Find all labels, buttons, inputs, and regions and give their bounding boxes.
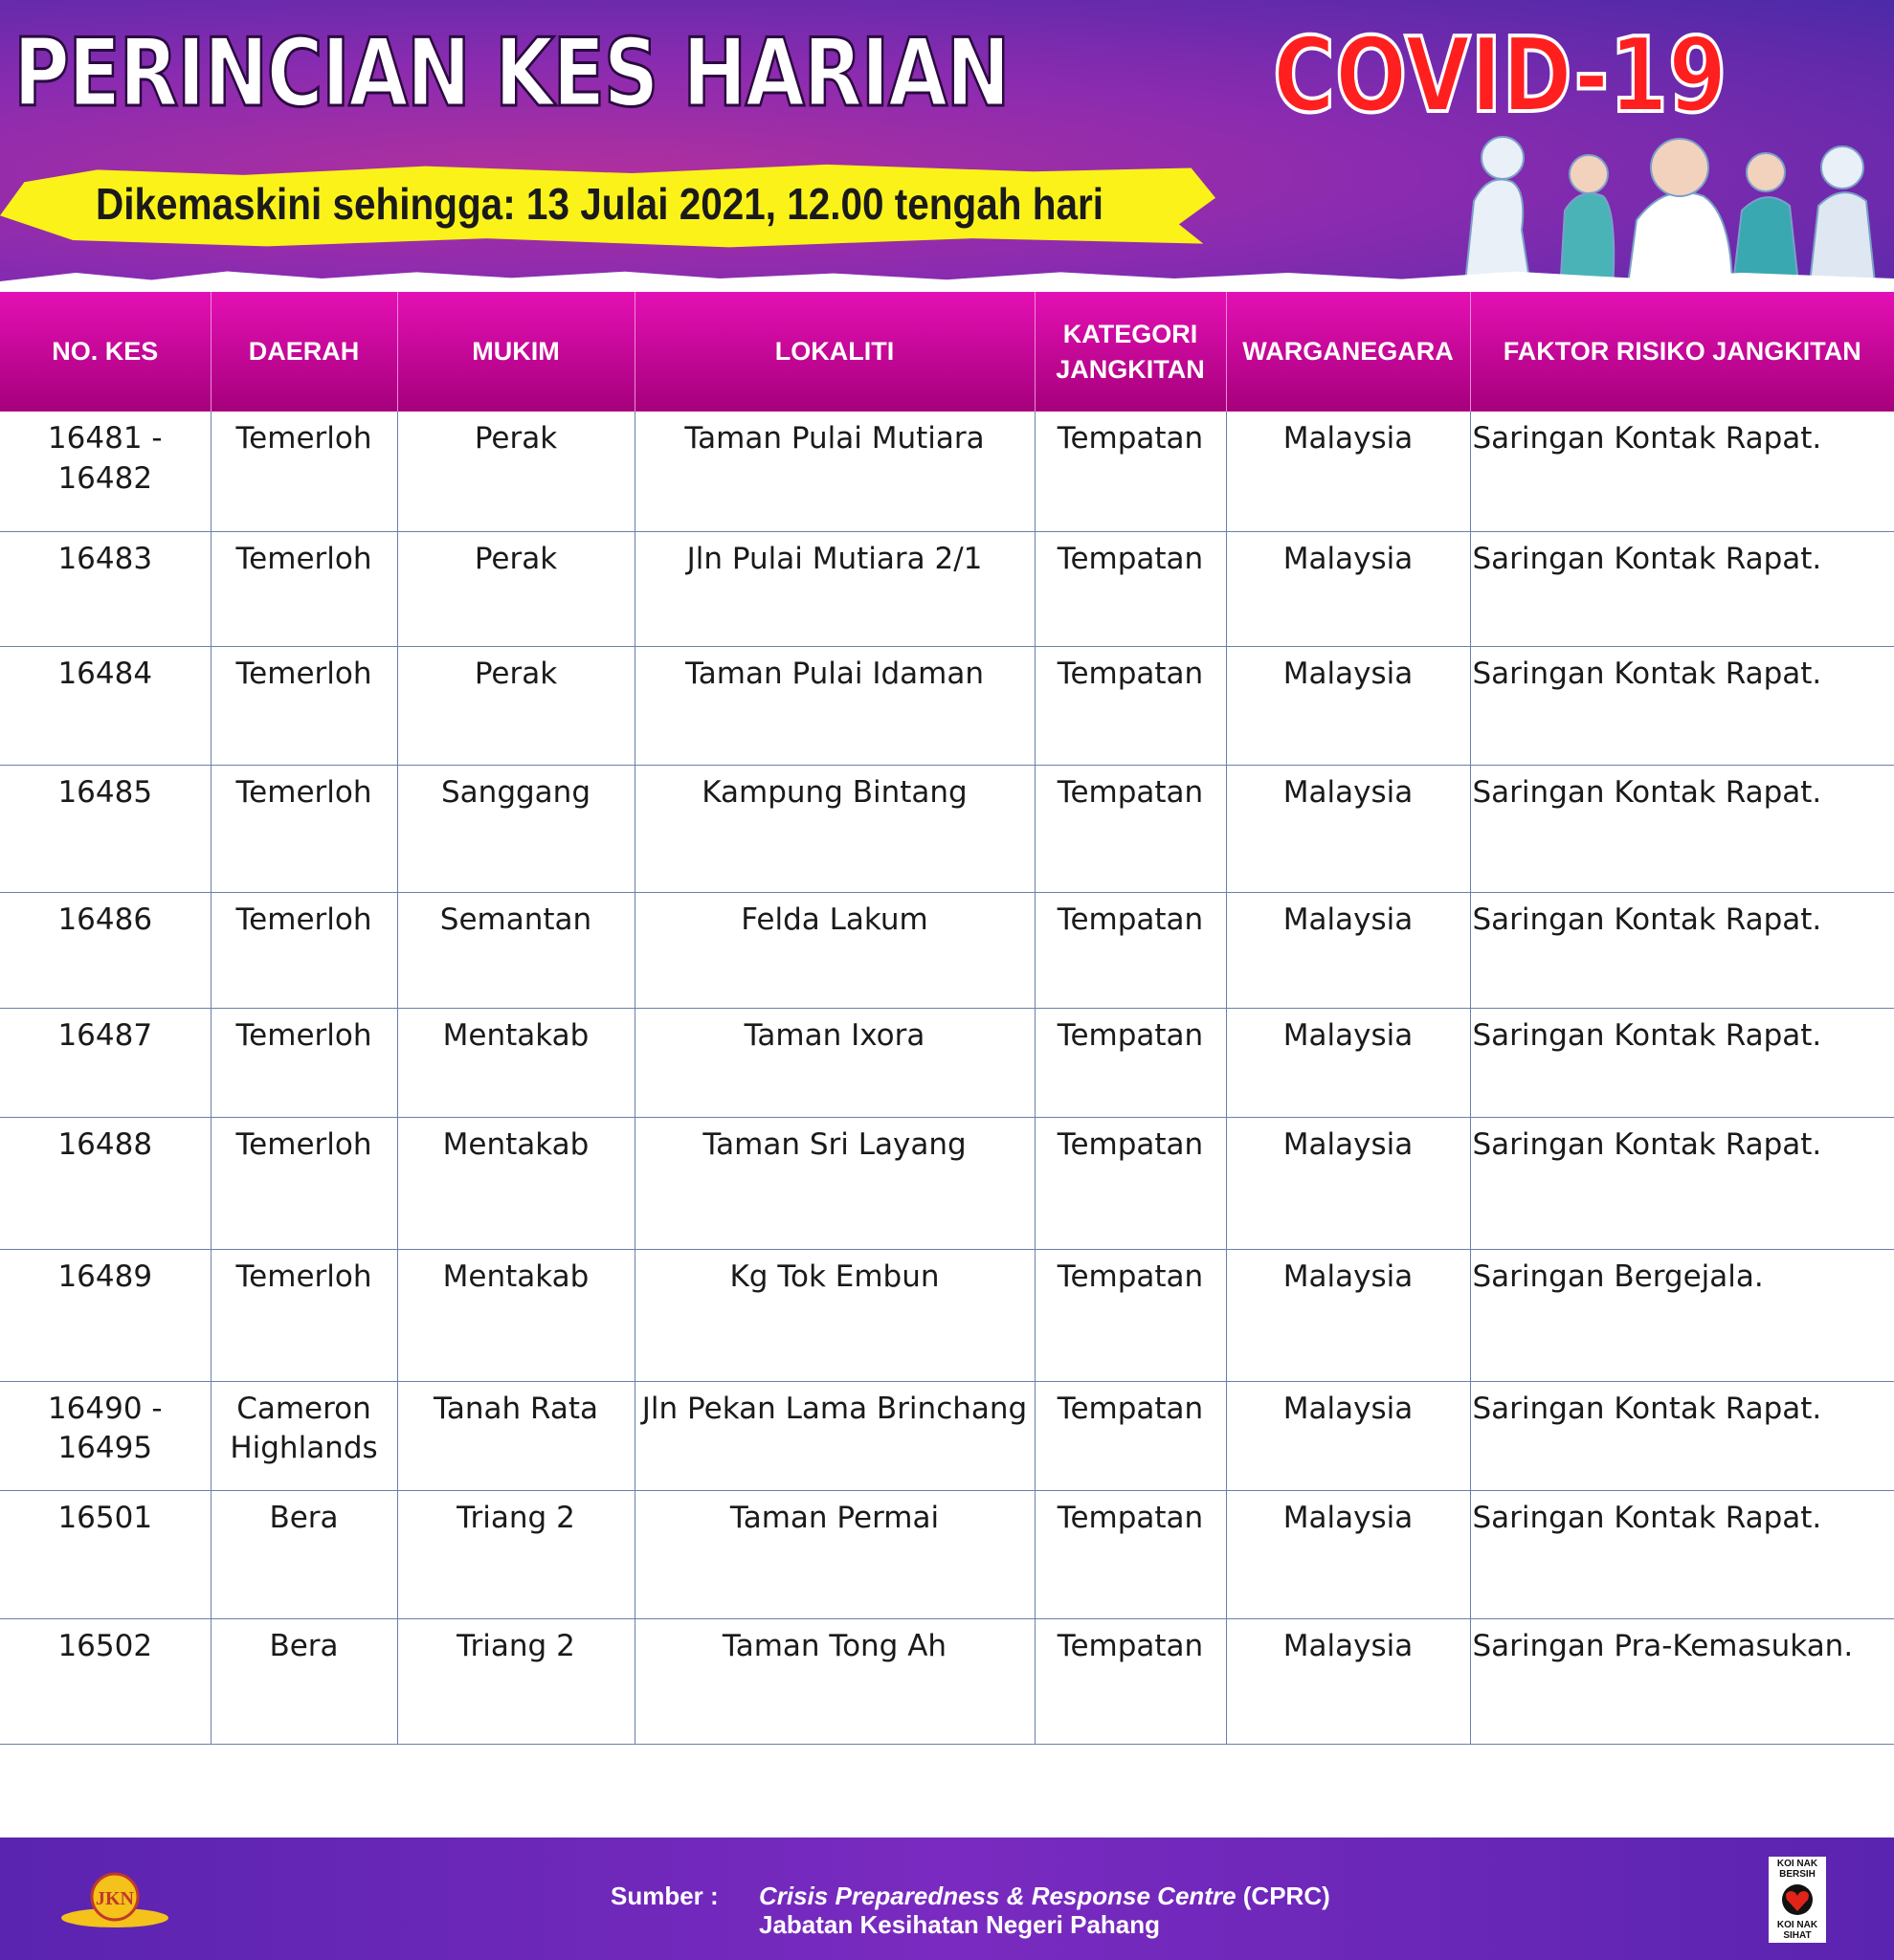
cell-warganegara: Malaysia bbox=[1226, 1249, 1470, 1381]
cell-faktor: Saringan Kontak Rapat. bbox=[1470, 1381, 1894, 1490]
cell-mukim: Mentakab bbox=[397, 1008, 635, 1117]
cell-daerah: Temerloh bbox=[211, 1249, 397, 1381]
cell-kategori: Tempatan bbox=[1035, 1117, 1226, 1249]
heart-icon bbox=[1778, 1882, 1816, 1917]
jkn-logo bbox=[57, 1868, 172, 1935]
cell-kategori: Tempatan bbox=[1035, 531, 1226, 646]
case-table-container bbox=[0, 292, 1894, 1745]
column-header-daerah: DAERAH bbox=[211, 292, 397, 412]
cell-faktor: Saringan Kontak Rapat. bbox=[1470, 892, 1894, 1008]
cell-daerah: Bera bbox=[211, 1490, 397, 1618]
cell-warganegara: Malaysia bbox=[1226, 1008, 1470, 1117]
cell-no-kes: 16481 - 16482 bbox=[0, 412, 211, 531]
table-header-row bbox=[0, 292, 1894, 412]
healthcare-workers-illustration bbox=[1445, 115, 1894, 292]
cell-no-kes: 16488 bbox=[0, 1117, 211, 1249]
cell-mukim: Tanah Rata bbox=[397, 1381, 635, 1490]
update-timestamp: Dikemaskini sehingga: 13 Julai 2021, 12.00 tengah hari bbox=[96, 179, 1103, 229]
cell-no-kes: 16490 - 16495 bbox=[0, 1381, 211, 1490]
source-department: Jabatan Kesihatan Negeri Pahang bbox=[759, 1910, 1161, 1939]
cell-no-kes: 16484 bbox=[0, 646, 211, 765]
cell-lokaliti: Felda Lakum bbox=[635, 892, 1035, 1008]
cell-mukim: Perak bbox=[397, 412, 635, 531]
header-banner bbox=[0, 0, 1894, 292]
koi-logo-line: SIHAT bbox=[1783, 1930, 1812, 1941]
page-title: PERINCIAN KES HARIAN bbox=[13, 19, 1010, 128]
cell-kategori: Tempatan bbox=[1035, 1008, 1226, 1117]
cell-faktor: Saringan Kontak Rapat. bbox=[1470, 412, 1894, 531]
column-header-mukim: MUKIM bbox=[397, 292, 635, 412]
cell-faktor: Saringan Kontak Rapat. bbox=[1470, 531, 1894, 646]
case-table bbox=[0, 292, 1894, 1745]
cell-no-kes: 16483 bbox=[0, 531, 211, 646]
cell-lokaliti: Taman Pulai Idaman bbox=[635, 646, 1035, 765]
cell-warganegara: Malaysia bbox=[1226, 1117, 1470, 1249]
table-row bbox=[0, 1381, 1894, 1490]
table-row bbox=[0, 765, 1894, 892]
cell-kategori: Tempatan bbox=[1035, 646, 1226, 765]
cell-daerah: Temerloh bbox=[211, 765, 397, 892]
column-header-warganegara: WARGANEGARA bbox=[1226, 292, 1470, 412]
cell-kategori: Tempatan bbox=[1035, 1381, 1226, 1490]
cell-daerah: Temerloh bbox=[211, 531, 397, 646]
cell-daerah: Temerloh bbox=[211, 892, 397, 1008]
cell-faktor: Saringan Pra-Kemasukan. bbox=[1470, 1618, 1894, 1744]
source-organization bbox=[759, 1882, 1330, 1911]
cell-faktor: Saringan Kontak Rapat. bbox=[1470, 1008, 1894, 1117]
cell-daerah: Cameron Highlands bbox=[211, 1381, 397, 1490]
footer-bar bbox=[0, 1838, 1894, 1960]
koi-logo-line: BERSIH bbox=[1779, 1869, 1816, 1880]
covid-title: COVID-19 bbox=[1273, 16, 1727, 136]
cell-lokaliti: Kampung Bintang bbox=[635, 765, 1035, 892]
cell-lokaliti: Kg Tok Embun bbox=[635, 1249, 1035, 1381]
koi-logo-line: KOI NAK bbox=[1776, 1920, 1818, 1930]
jkn-logo-text: JKN bbox=[96, 1888, 134, 1909]
cell-kategori: Tempatan bbox=[1035, 412, 1226, 531]
cell-faktor: Saringan Kontak Rapat. bbox=[1470, 646, 1894, 765]
table-row bbox=[0, 531, 1894, 646]
cell-warganegara: Malaysia bbox=[1226, 412, 1470, 531]
cell-daerah: Temerloh bbox=[211, 646, 397, 765]
cell-no-kes: 16502 bbox=[0, 1618, 211, 1744]
cell-warganegara: Malaysia bbox=[1226, 1490, 1470, 1618]
cell-lokaliti: Jln Pulai Mutiara 2/1 bbox=[635, 531, 1035, 646]
table-row bbox=[0, 1249, 1894, 1381]
cell-no-kes: 16486 bbox=[0, 892, 211, 1008]
table-row bbox=[0, 646, 1894, 765]
cell-mukim: Mentakab bbox=[397, 1117, 635, 1249]
cell-warganegara: Malaysia bbox=[1226, 1381, 1470, 1490]
cell-mukim: Mentakab bbox=[397, 1249, 635, 1381]
cell-warganegara: Malaysia bbox=[1226, 646, 1470, 765]
cell-no-kes: 16487 bbox=[0, 1008, 211, 1117]
table-row bbox=[0, 412, 1894, 531]
cell-faktor: Saringan Kontak Rapat. bbox=[1470, 765, 1894, 892]
cell-mukim: Perak bbox=[397, 531, 635, 646]
cell-mukim: Triang 2 bbox=[397, 1618, 635, 1744]
cell-mukim: Perak bbox=[397, 646, 635, 765]
column-header-lokaliti: LOKALITI bbox=[635, 292, 1035, 412]
table-row bbox=[0, 892, 1894, 1008]
table-row bbox=[0, 1490, 1894, 1618]
cell-no-kes: 16485 bbox=[0, 765, 211, 892]
table-row bbox=[0, 1117, 1894, 1249]
koi-logo-line: KOI NAK bbox=[1776, 1859, 1818, 1869]
cell-no-kes: 16501 bbox=[0, 1490, 211, 1618]
cell-lokaliti: Jln Pekan Lama Brinchang bbox=[635, 1381, 1035, 1490]
cell-mukim: Sanggang bbox=[397, 765, 635, 892]
cell-warganegara: Malaysia bbox=[1226, 765, 1470, 892]
table-row bbox=[0, 1008, 1894, 1117]
column-header-faktor: FAKTOR RISIKO JANGKITAN bbox=[1503, 337, 1861, 367]
cell-lokaliti: Taman Pulai Mutiara bbox=[635, 412, 1035, 531]
cell-faktor: Saringan Bergejala. bbox=[1470, 1249, 1894, 1381]
cell-lokaliti: Taman Permai bbox=[635, 1490, 1035, 1618]
column-header-no-kes: NO. KES bbox=[0, 292, 211, 412]
table-row bbox=[0, 1618, 1894, 1744]
source-label: Sumber : bbox=[611, 1882, 719, 1910]
cell-daerah: Bera bbox=[211, 1618, 397, 1744]
cell-mukim: Semantan bbox=[397, 892, 635, 1008]
cell-warganegara: Malaysia bbox=[1226, 892, 1470, 1008]
cell-faktor: Saringan Kontak Rapat. bbox=[1470, 1117, 1894, 1249]
cell-kategori: Tempatan bbox=[1035, 765, 1226, 892]
cell-mukim: Triang 2 bbox=[397, 1490, 635, 1618]
cell-no-kes: 16489 bbox=[0, 1249, 211, 1381]
cell-faktor: Saringan Kontak Rapat. bbox=[1470, 1490, 1894, 1618]
cell-lokaliti: Taman Ixora bbox=[635, 1008, 1035, 1117]
koi-nak-sihat-logo bbox=[1769, 1857, 1826, 1943]
cell-kategori: Tempatan bbox=[1035, 1490, 1226, 1618]
cell-lokaliti: Taman Tong Ah bbox=[635, 1618, 1035, 1744]
cell-lokaliti: Taman Sri Layang bbox=[635, 1117, 1035, 1249]
cell-daerah: Temerloh bbox=[211, 412, 397, 531]
cell-warganegara: Malaysia bbox=[1226, 531, 1470, 646]
source-org-abbr: (CPRC) bbox=[1236, 1882, 1330, 1910]
cell-daerah: Temerloh bbox=[211, 1008, 397, 1117]
cell-kategori: Tempatan bbox=[1035, 1618, 1226, 1744]
source-org-name: Crisis Preparedness & Response Centre bbox=[759, 1882, 1237, 1910]
cell-kategori: Tempatan bbox=[1035, 892, 1226, 1008]
cell-kategori: Tempatan bbox=[1035, 1249, 1226, 1381]
cell-warganegara: Malaysia bbox=[1226, 1618, 1470, 1744]
cell-daerah: Temerloh bbox=[211, 1117, 397, 1249]
column-header-kategori: KATEGORI JANGKITAN bbox=[1035, 292, 1226, 412]
